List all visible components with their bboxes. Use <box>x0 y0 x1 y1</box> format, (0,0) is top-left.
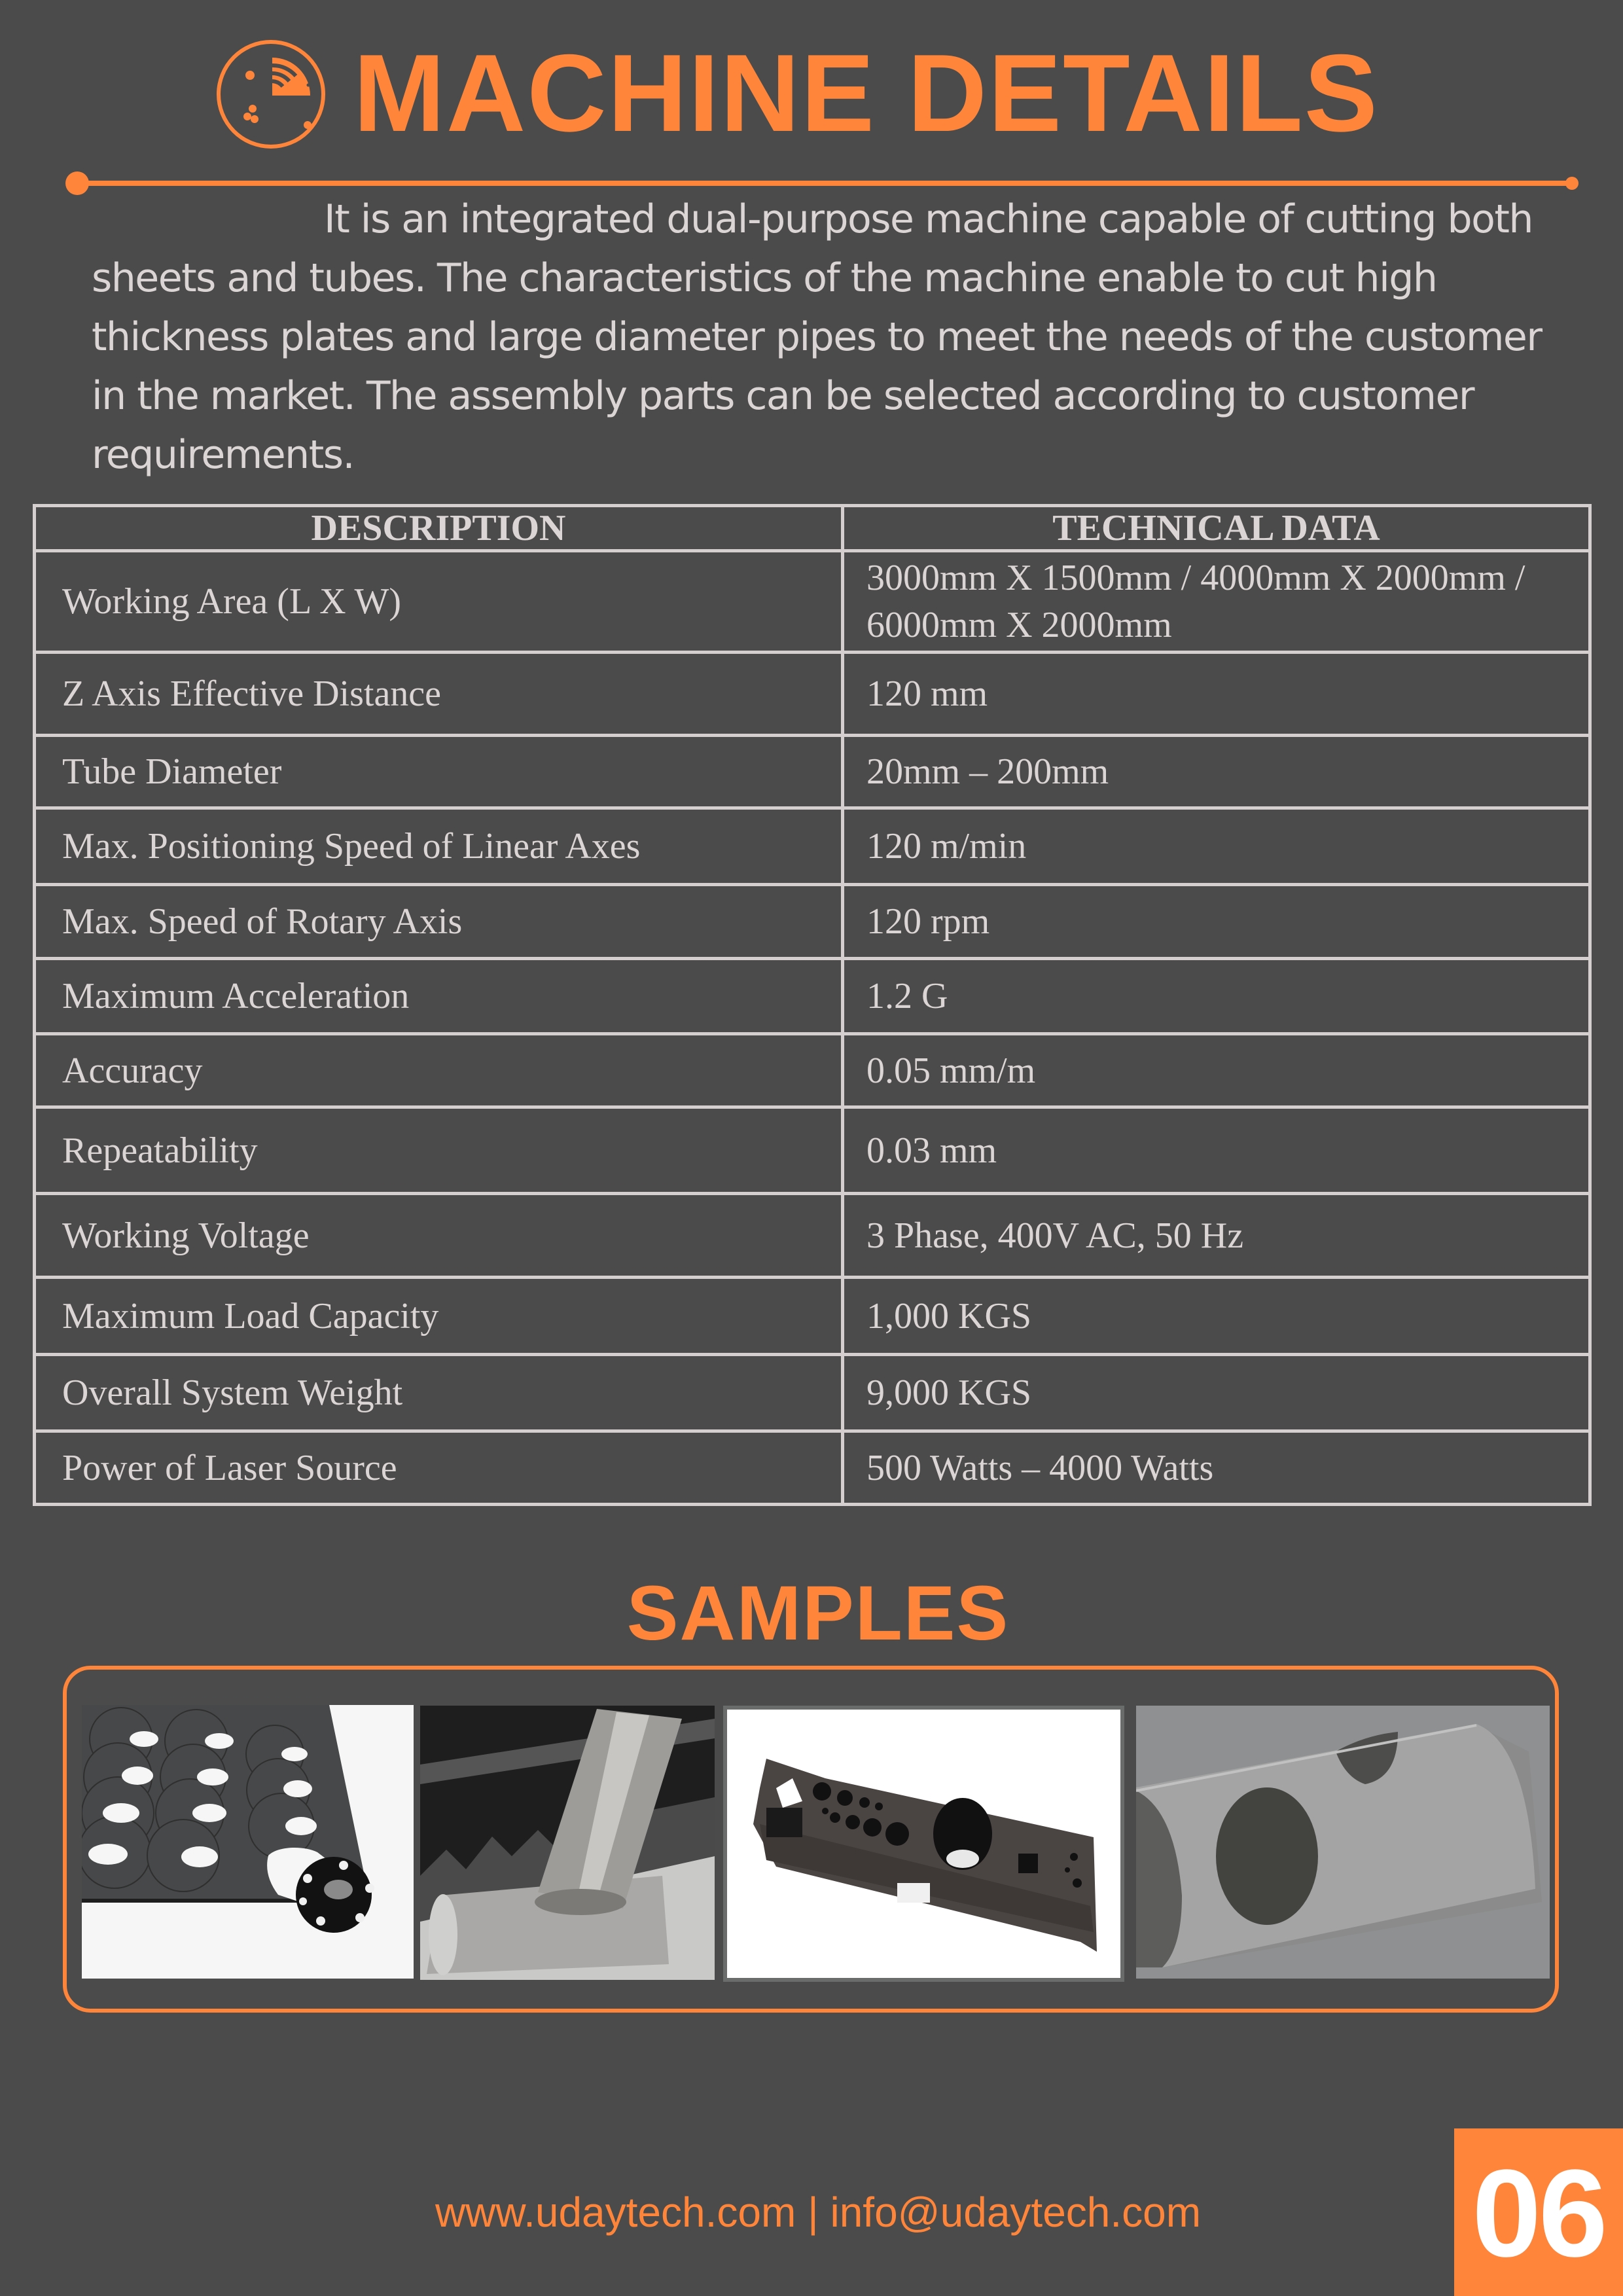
table-row <box>35 1194 1590 1278</box>
row-description: Accuracy <box>35 1034 843 1107</box>
radar-icon <box>215 38 327 151</box>
table-header-row <box>35 506 1590 551</box>
row-description: Maximum Acceleration <box>35 959 843 1034</box>
intro-text: It is an integrated dual-purpose machine capable of cutting both sheets and tubes. The characteristics of the machine enable to cut high thickness plates and large diameter pipes to meet the needs of the customer in the market. The assembly parts can be selected according to customer requirements. <box>92 196 1542 478</box>
row-value: 1,000 KGS <box>843 1278 1590 1355</box>
sample-image-intersecting-tubes <box>420 1706 715 1980</box>
row-value: 120 m/min <box>843 808 1590 885</box>
row-description: Working Area (L X W) <box>35 551 843 653</box>
table-row <box>35 551 1590 653</box>
table-row <box>35 653 1590 736</box>
row-description: Overall System Weight <box>35 1355 843 1431</box>
page-title: MACHINE DETAILS <box>353 31 1379 154</box>
intro-paragraph <box>92 190 1571 484</box>
row-value: 9,000 KGS <box>843 1355 1590 1431</box>
row-value: 1.2 G <box>843 959 1590 1034</box>
sample-image-cut-rectangular-tube <box>723 1706 1124 1982</box>
table-row <box>35 1431 1590 1505</box>
table-row <box>35 1355 1590 1431</box>
table-row <box>35 808 1590 885</box>
table-row <box>35 1107 1590 1194</box>
sample-image-cut-round-tube <box>1136 1706 1550 1979</box>
row-description: Tube Diameter <box>35 736 843 808</box>
samples-heading: SAMPLES <box>626 1570 1010 1657</box>
row-description: Power of Laser Source <box>35 1431 843 1505</box>
row-value: 20mm – 200mm <box>843 736 1590 808</box>
page-number: 06 <box>1472 2144 1605 2283</box>
row-value: 120 rpm <box>843 885 1590 959</box>
row-description: Max. Speed of Rotary Axis <box>35 885 843 959</box>
spec-table <box>33 504 1592 1506</box>
row-value: 0.05 mm/m <box>843 1034 1590 1107</box>
row-value: 3000mm X 1500mm / 4000mm X 2000mm / 6000mm X 2000mm <box>843 551 1590 653</box>
row-value: 3 Phase, 400V AC, 50 Hz <box>843 1194 1590 1278</box>
table-row <box>35 885 1590 959</box>
row-description: Maximum Load Capacity <box>35 1278 843 1355</box>
table-row <box>35 1278 1590 1355</box>
column-header-technical-data: TECHNICAL DATA <box>843 506 1590 551</box>
column-header-description: DESCRIPTION <box>35 506 843 551</box>
table-row <box>35 736 1590 808</box>
row-description: Working Voltage <box>35 1194 843 1278</box>
row-description: Repeatability <box>35 1107 843 1194</box>
row-value: 500 Watts – 4000 Watts <box>843 1431 1590 1505</box>
footer-contact: www.udaytech.com | info@udaytech.com <box>435 2189 1202 2236</box>
sample-image-flange-sheet <box>82 1705 414 1979</box>
row-description: Z Axis Effective Distance <box>35 653 843 736</box>
row-value: 120 mm <box>843 653 1590 736</box>
row-description: Max. Positioning Speed of Linear Axes <box>35 808 843 885</box>
table-row <box>35 959 1590 1034</box>
row-value: 0.03 mm <box>843 1107 1590 1194</box>
table-row <box>35 1034 1590 1107</box>
